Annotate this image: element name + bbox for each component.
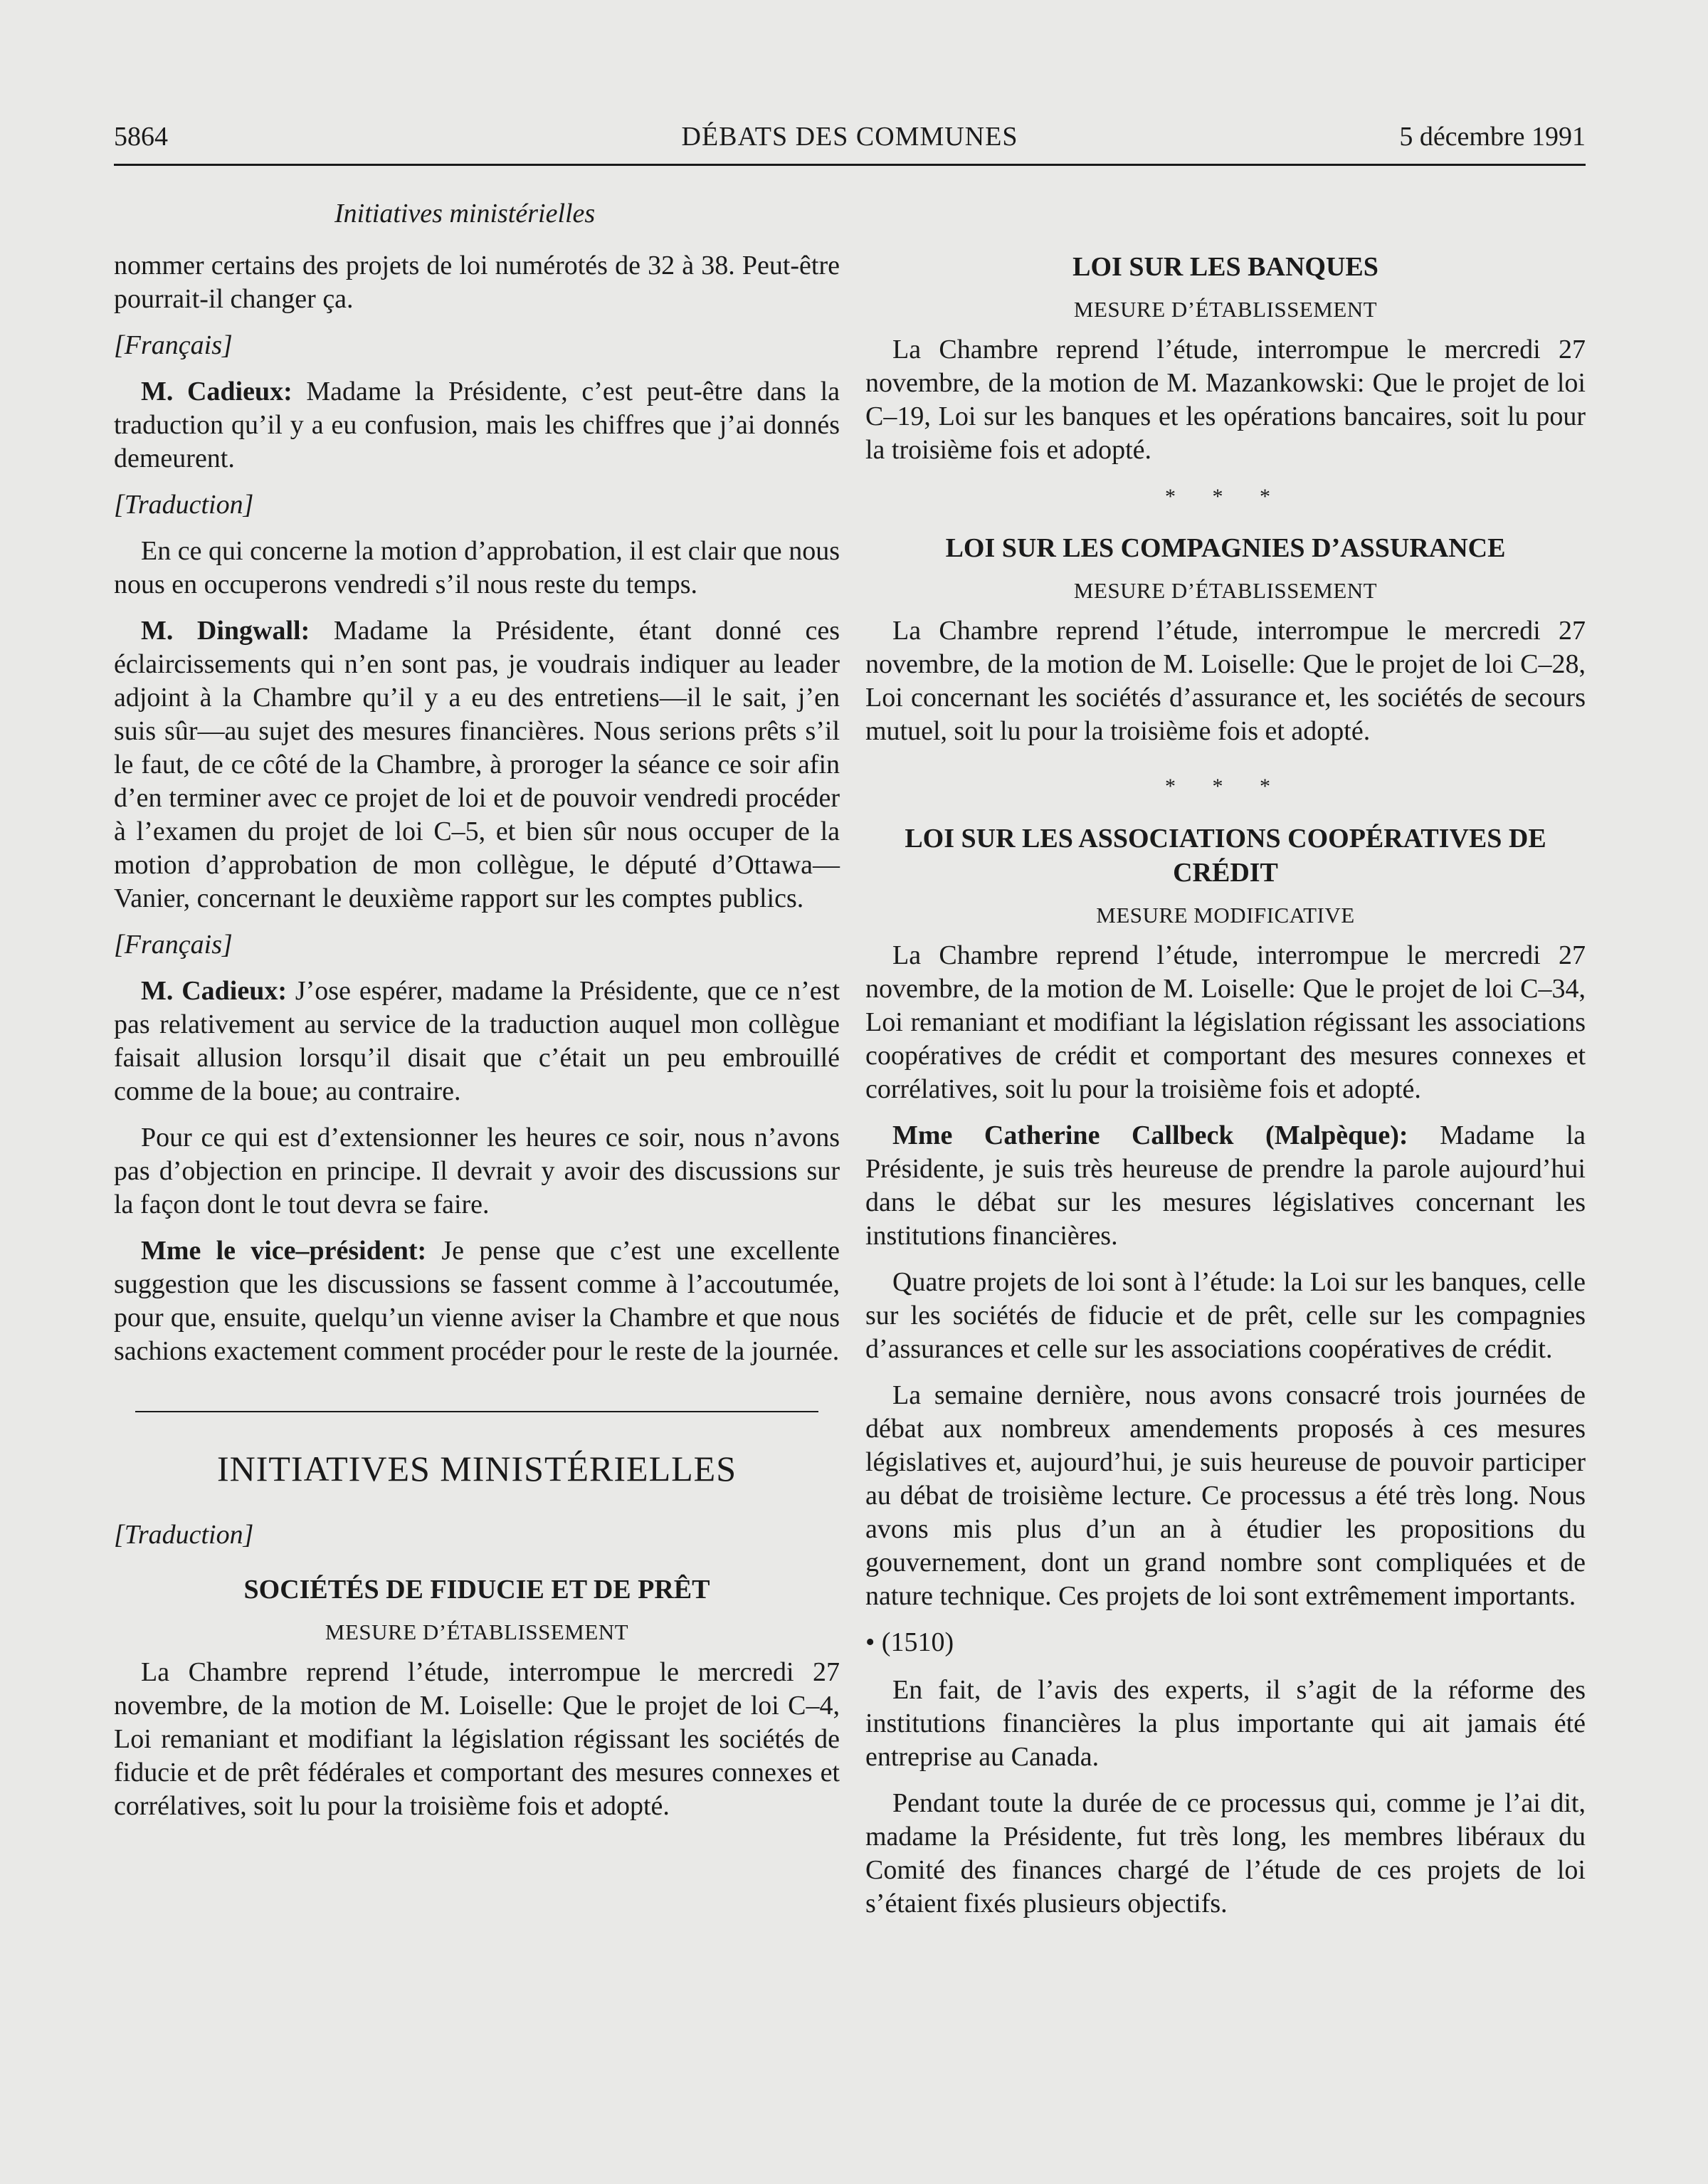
paragraph: En fait, de l’avis des experts, il s’agit de la réforme des institutions financières la plus importante qui ait jamais été entreprise au Canada. — [865, 1675, 1586, 1772]
speech-text: Madame la Présidente, étant donné ces éclaircissements qui n’en sont pas, je voudrais indiquer au leader adjoint à la Chambre qu’il y a eu des entretiens—il le sait, j’en suis sûr—au sujet des mesures financières. Nous serions prêts s’il le faut, de ce côté de la Chambre, à proroger la séance ce soir afin d’en terminer avec ce projet de loi et de pouvoir vendredi procéder à l’examen du projet de loi C–5, et bien sûr nous occuper de la motion d’approbation de mon collègue, le député d’Ottawa—Vanier, concernant le deuxième rapport sur les comptes publics. — [114, 616, 840, 913]
paragraph — [114, 1234, 840, 1368]
bill-heading: SOCIÉTÉS DE FIDUCIE ET DE PRÊT — [243, 1575, 710, 1605]
speech-text: Je pense que c’est une excellente suggestion que les discussions se fassent comme à l’accoutumée, pour que, ensuite, quelqu’un vienne aviser la Chambre et que nous sachions exactement comment procéder pour le reste de la journée. — [114, 1236, 840, 1366]
speaker-name: M. Dingwall: — [141, 616, 310, 646]
bill-subheading: MESURE D’ÉTABLISSEMENT — [1073, 578, 1378, 603]
page-header — [114, 121, 1586, 164]
page-number: 5864 — [114, 122, 168, 152]
speaker-name: Mme Catherine Callbeck (Malpèque): — [892, 1120, 1408, 1150]
section-separator — [135, 1411, 818, 1412]
bill-subheading: MESURE D’ÉTABLISSEMENT — [1073, 297, 1378, 322]
paragraph: Pour ce qui est d’extensionner les heures ce soir, nous n’avons pas d’objection en principe. Il devrait y avoir des discussions sur la façon dont le tout devra se faire. — [114, 1123, 840, 1219]
speaker-name: M. Cadieux: — [141, 377, 292, 406]
speaker-name: M. Cadieux: — [141, 976, 288, 1006]
language-tag: [Français] — [114, 330, 233, 360]
right-column — [865, 251, 1586, 1933]
speaker-name: Mme le vice–président: — [141, 1236, 427, 1266]
paragraph — [865, 1119, 1586, 1253]
paragraph — [114, 375, 840, 476]
section-title: INITIATIVES MINISTÉRIELLES — [216, 1449, 737, 1489]
paragraph: Pendant toute la durée de ce processus qui, comme je l’ai dit, madame la Présidente, fut très long, les membres libéraux du Comité des finances chargé de l’étude de ces projets de loi s’étaient fixés plusieurs objectifs. — [865, 1788, 1586, 1918]
speech-text: J’ose espérer, madame la Présidente, que ce n’est pas relativement au service de la traduction auquel mon collègue faisait allusion lorsqu’il disait que c’était un peu embrouillé comme de la boue; au contraire. — [114, 976, 840, 1106]
section-stars: * * * — [1165, 775, 1286, 798]
language-tag: [Traduction] — [114, 1520, 254, 1550]
left-column — [114, 249, 840, 1836]
publication-title: DÉBATS DES COMMUNES — [681, 122, 1018, 152]
section-stars: * * * — [1165, 485, 1286, 508]
paragraph: La Chambre reprend l’étude, interrompue le mercredi 27 novembre, de la motion de M. Loiselle: Que le projet de loi C–4, Loi remaniant et modifiant la législation régissant les sociétés de fiducie et de prêt fédérales et comportant des mesures connexes et corrélatives, soit lu pour la troisième fois et adopté. — [114, 1657, 840, 1821]
bill-subheading: MESURE D’ÉTABLISSEMENT — [325, 1619, 629, 1644]
speech-text: Madame la Présidente, c’est peut-être dans la traduction qu’il y a eu confusion, mais les chiffres que j’ai donnés demeurent. — [114, 377, 840, 473]
header-date: 5 décembre 1991 — [1399, 122, 1586, 152]
paragraph: La Chambre reprend l’étude, interrompue le mercredi 27 novembre, de la motion de M. Loiselle: Que le projet de loi C–28, Loi concernant les sociétés d’assurance et, les sociétés de secours mutuel, soit lu pour la troisième fois et adopté. — [865, 616, 1586, 746]
paragraph: En ce qui concerne la motion d’approbation, il est clair que nous nous en occuperons vendredi s’il nous reste du temps. — [114, 536, 840, 599]
bill-heading: LOI SUR LES ASSOCIATIONS COOPÉRATIVES DE CRÉDIT — [905, 824, 1546, 888]
bill-heading: LOI SUR LES COMPAGNIES D’ASSURANCE — [945, 533, 1506, 563]
header-rule — [114, 164, 1586, 166]
language-tag: [Traduction] — [114, 490, 254, 520]
paragraph: Quatre projets de loi sont à l’étude: la Loi sur les banques, celle sur les sociétés de fiducie et de prêt, celle sur les compagnies d’assurances et celle sur les associations coopératives de crédit. — [865, 1267, 1586, 1364]
paragraph — [114, 975, 840, 1108]
language-tag: [Français] — [114, 930, 233, 960]
paragraph: La semaine dernière, nous avons consacré trois journées de débat aux nombreux amendements proposés à ces mesures législatives et, aujourd’hui, je suis heureuse de pouvoir participer au débat de troisième lecture. Ce processus a été très long. Nous avons mis plus d’un an à étudier les propositions du gouvernement, dont un grand nombre sont compliquées et de nature technique. Ces projets de loi sont extrêmement importants. — [865, 1380, 1586, 1611]
running-head: Initiatives ministérielles — [334, 199, 596, 229]
bill-subheading: MESURE MODIFICATIVE — [1096, 903, 1355, 928]
speech-text: Madame la Présidente, je suis très heureuse de prendre la parole aujourd’hui dans le débat sur les mesures législatives concernant les institutions financières. — [865, 1120, 1586, 1251]
paragraph: nommer certains des projets de loi numérotés de 32 à 38. Peut-être pourrait-il changer ça. — [114, 251, 840, 314]
paragraph: La Chambre reprend l’étude, interrompue le mercredi 27 novembre, de la motion de M. Mazankowski: Que le projet de loi C–19, Loi sur les banques et les opérations bancaires, soit lu pour la troisième fois et adopté. — [865, 335, 1586, 465]
paragraph — [114, 614, 840, 915]
bill-heading: LOI SUR LES BANQUES — [1072, 252, 1378, 282]
paragraph: La Chambre reprend l’étude, interrompue le mercredi 27 novembre, de la motion de M. Loiselle: Que le projet de loi C–34, Loi remaniant et modifiant la législation régissant les associations coopératives de crédit et comportant des mesures connexes et corrélatives, soit lu pour la troisième fois et adopté. — [865, 940, 1586, 1104]
timestamp: • (1510) — [865, 1627, 954, 1657]
